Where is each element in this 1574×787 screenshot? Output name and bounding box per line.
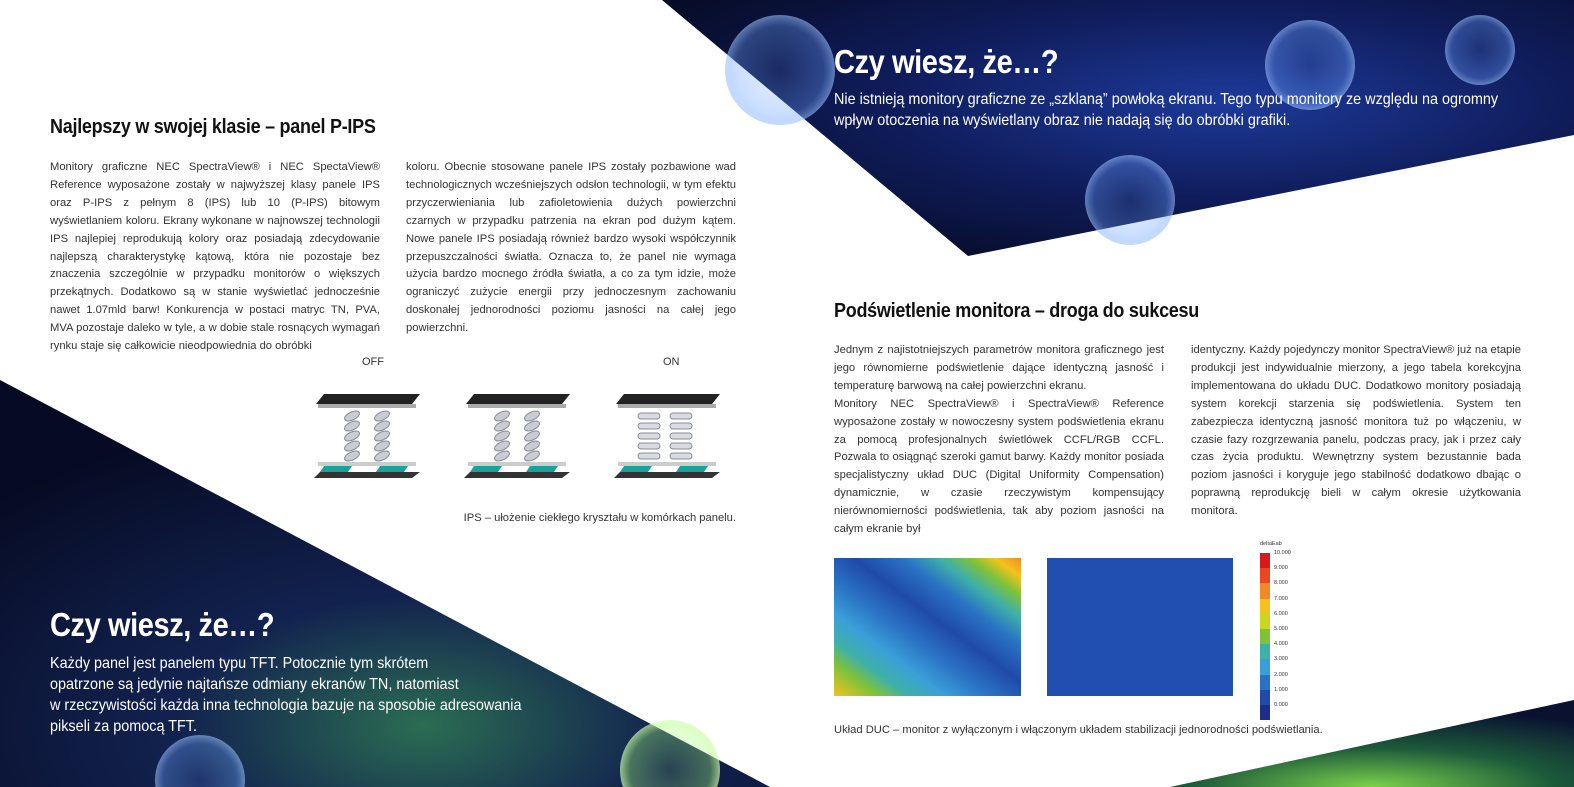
did-you-know-line: wpływ otoczenia na wyświetlany obraz nie nadają się do obróbki grafiki. [834, 112, 1291, 129]
bokeh-circle [725, 15, 835, 125]
scale-swatch [1260, 629, 1270, 644]
scale-label: 2.000 [1274, 671, 1288, 678]
p-ips-column-1: Monitory graficzne NEC SpectraView® i NEC SpectaView® Reference wyposażone zostały w najwyższej klasy panele IPS oraz P-IPS z pełnym 8 (IPS) lub 10 (P-IPS) bitowym wyświetlaniem koloru. Ekrany wykonane w najnowszej technologii IPS najlepiej reprodukują kolory oraz posiadają zdecydowanie najlepszą charakterystykę kątową, która nie pozostaje bez znaczenia szczególnie w przypadku monitorów o większych przekątnych. Dodatkowo są w stanie wyświetlać jednocześnie nawet 1.07mld barw! Konkurencja w postaci matryc TN, PVA, MVA pozostaje daleko w tyle, a w dobie stale rosnących wymagań rynku staje się całkowicie nieodpowiednia do obróbki [50, 161, 380, 353]
scale-swatch [1260, 583, 1270, 598]
scale-label: 5.000 [1274, 625, 1288, 632]
backlight-column-2: identyczny. Każdy pojedynczy monitor SpectraView® już na etapie produkcji jest indywidualnie mierzony, a jego tabela korekcyjna implementowana do układu DUC. Dodatkowo monitory posiadają system korekcji starzenia się podświetlenia. System ten zabezpiecza identyczną jasność monitora tuż po włączeniu, w czasie fazy rozgrzewania panelu, podczas pracy, jak i przez cały czas życia produktu. Wewnętrzny system bezustannie bada poziom jasności i koryguje jego stabilność dodatkowo dbając o poprawną reprodukcję bieli w całym okresie użytkowania monitora. [1191, 344, 1521, 518]
scale-swatch [1260, 599, 1270, 614]
scale-label: 3.000 [1274, 656, 1288, 663]
did-you-know-line: Każdy panel jest panelem typu TFT. Potocznie tym skrótem [50, 655, 429, 672]
scale-label: 1.000 [1274, 686, 1288, 693]
scale-label: 6.000 [1274, 610, 1288, 617]
scale-label: 8.000 [1274, 580, 1288, 587]
backlight-paragraph: Monitory NEC SpectraView® i SpectraView® Reference wyposażone zostały w nowoczesny system podświetlenia ekranu za pomocą profesjonalnych świetlówek CCFL/RGB CCFL. Pozwala to osiągnąć szeroki gamut barwy. Każdy monitor posiada specjalistyczny układ DUC (Digital Uniformity Compensation) dynamicznie, w czasie rzeczywistym kompensujący nierównomierności podświetlenia, tak aby poziom jasności na całym ekranie był [834, 397, 1164, 536]
ips-cell-diagram [312, 380, 732, 485]
label-off: OFF [362, 356, 384, 368]
scale-label: 9.000 [1274, 565, 1288, 572]
ips-figure-caption: IPS – ułożenie ciekłego kryształu w komórkach panelu. [463, 512, 736, 524]
scale-label: 7.000 [1274, 595, 1288, 602]
scale-swatch [1260, 675, 1270, 690]
backlight-column-1 [834, 342, 1164, 539]
did-you-know-text-right [834, 89, 1536, 131]
scale-swatch [1260, 614, 1270, 629]
bokeh-circle [1445, 15, 1515, 85]
backlight-paragraph: Jednym z najistotniejszych parametrów monitora graficznego jest jego równomierne podświetlenie dające identyczną jasność i temperaturę barwową na całej powierzchni ekranu. [834, 344, 1164, 392]
duc-figure-caption: Układ DUC – monitor z wyłączonym i włączonym układem stabilizacji jednorodności podświetlania. [834, 724, 1323, 736]
scale-step [1260, 701, 1296, 720]
ips-cell-on [614, 394, 720, 478]
section-title-backlight: Podświetlenie monitora – droga do sukcesu [834, 300, 1200, 322]
duc-on-heatmap [1047, 558, 1233, 696]
did-you-know-title-left: Czy wiesz, że…? [50, 606, 275, 643]
scale-label: 4.000 [1274, 641, 1288, 648]
scale-swatch [1260, 705, 1270, 720]
scale-title: deltaEab [1260, 541, 1282, 547]
label-on: ON [663, 356, 680, 368]
did-you-know-title-right: Czy wiesz, że…? [834, 43, 1059, 80]
did-you-know-line: Nie istnieją monitory graficzne ze „szklaną” powłoką ekranu. Tego typu monitory ze względu na ogromny [834, 91, 1499, 108]
p-ips-column-2: koloru. Obecnie stosowane panele IPS zostały pozbawione wad technologicznych wcześniejszych odsłon technologii, w tym efektu przyczerwieniania lub zafioletowienia dużych powierzchni czarnych w przypadku patrzenia na ekran pod dużym kątem. Nowe panele IPS posiadają również bardzo wysoki współczynnik przepuszczalności światła. Oznacza to, że panel nie wymaga użycia bardzo mocnego źródła światła, a co za tym idzie, może ograniczyć zużycie energii przy jednoczesnym zachowaniu doskonałej jednorodności poziomu jasności na całej jego powierzchni. [406, 161, 736, 335]
scale-swatch [1260, 568, 1270, 583]
bottom-right-band [1170, 700, 1574, 787]
scale-swatch [1260, 690, 1270, 705]
section-title-p-ips: Najlepszy w swojej klasie – panel P-IPS [50, 116, 376, 138]
bokeh-circle [1085, 155, 1175, 245]
duc-off-heatmap [834, 558, 1021, 696]
scale-swatch [1260, 644, 1270, 659]
scale-swatch [1260, 553, 1270, 568]
scale-label: 0.000 [1274, 701, 1288, 708]
scale-swatch [1260, 659, 1270, 674]
scale-label: 10.000 [1274, 550, 1291, 556]
deltae-color-scale [1260, 550, 1296, 720]
ips-cell-off-2 [464, 394, 570, 478]
ips-cell-off-1 [314, 394, 420, 478]
did-you-know-line: pikseli za pomocą TFT. [50, 718, 197, 735]
did-you-know-line: opatrzone są jedynie najtańsze odmiany ekranów TN, natomiast [50, 676, 459, 693]
did-you-know-text-left [50, 653, 608, 737]
did-you-know-line: w rzeczywistości każda inna technologia bazuje na sposobie adresowania [50, 697, 522, 714]
